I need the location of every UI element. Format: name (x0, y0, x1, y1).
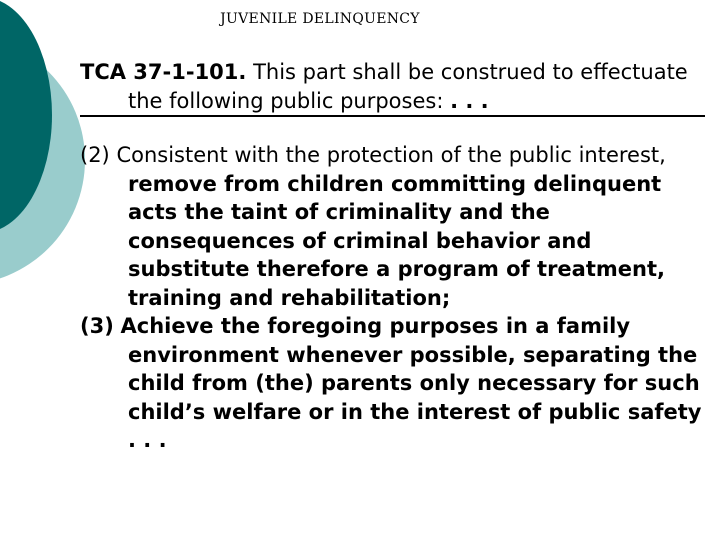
item-bold-text: Achieve the foregoing purposes in a family environment whenever possible, separating the child from (the) parents only necessary for such child’s welfare or in the interest of public safety . . . (120, 314, 702, 452)
statute-intro: This part shall be construed to effectuate the following public purposes: (128, 60, 688, 113)
statute-heading (80, 58, 705, 117)
item-number: (2) (80, 143, 110, 167)
slide-title: JUVENILE DELINQUENCY (220, 11, 420, 27)
item-plain-text: Consistent with the protection of the public interest, (116, 143, 666, 167)
statute-text (80, 58, 705, 455)
item-bold-text: remove from children committing delinquent acts the taint of criminality and the consequences of criminal behavior and substitute therefore a program of treatment, training and rehabilitation; (128, 171, 665, 310)
item-number: (3) (80, 314, 114, 338)
statute-citation: TCA 37-1-101. (80, 60, 247, 84)
intro-ellipsis: . . . (450, 88, 489, 113)
purpose-item-3 (80, 312, 705, 455)
purpose-item-2 (80, 141, 705, 312)
